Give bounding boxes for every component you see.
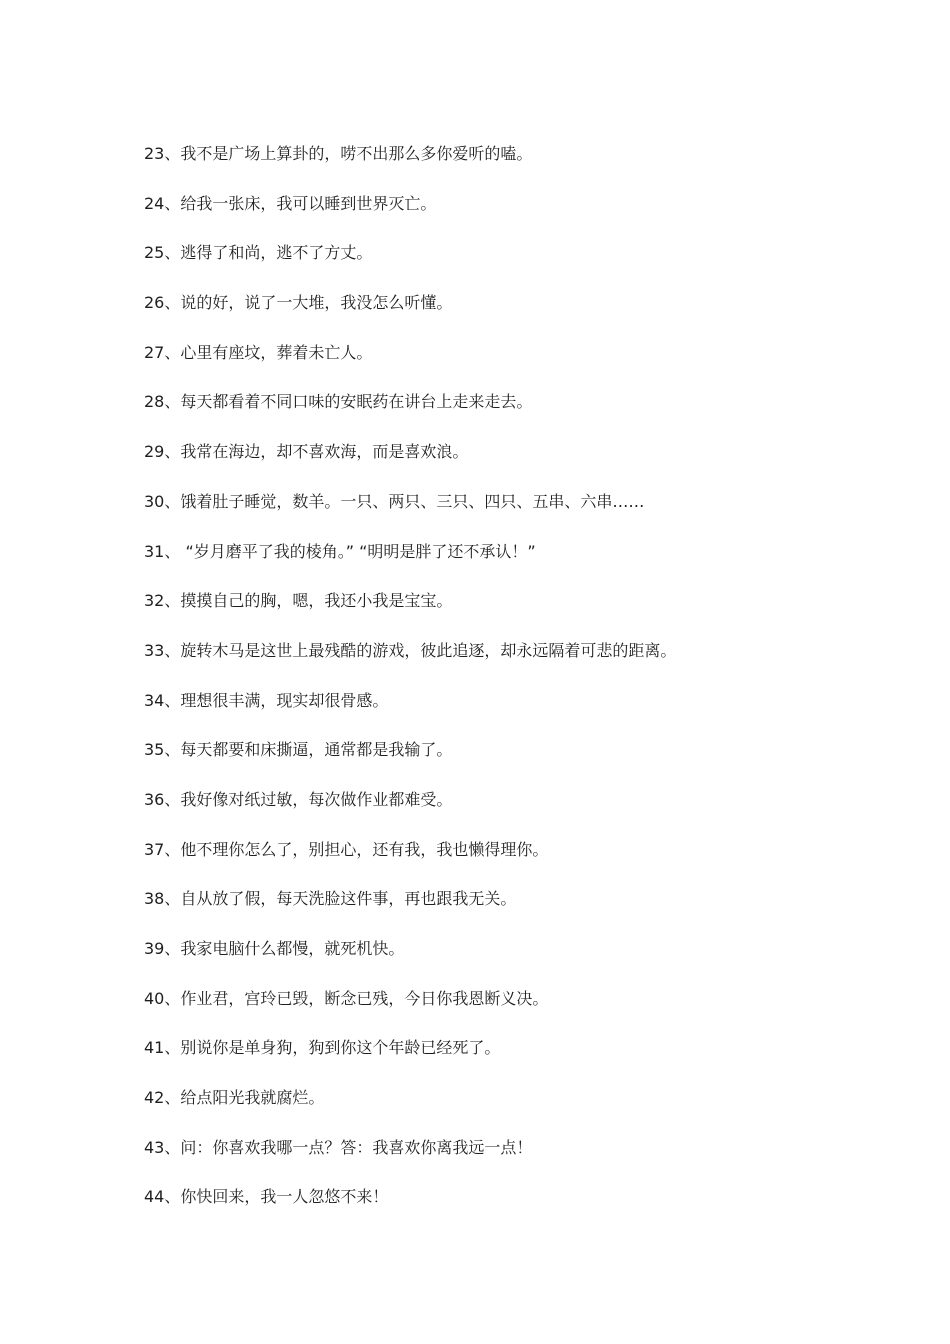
list-item: 35、每天都要和床撕逼，通常都是我输了。 xyxy=(144,740,453,760)
quote-list xyxy=(144,140,924,1233)
list-item: 40、作业君，宫玲已毁，断念已残，今日你我恩断义决。 xyxy=(144,988,549,1008)
list-item: 37、他不理你怎么了，别担心，还有我，我也懒得理你。 xyxy=(144,839,549,859)
list-item: 24、给我一张床，我可以睡到世界灭亡。 xyxy=(144,193,437,213)
list-item: 38、自从放了假，每天洗脸这件事，再也跟我无关。 xyxy=(144,889,517,909)
list-item: 26、说的好，说了一大堆，我没怎么听懂。 xyxy=(144,293,453,313)
list-item: 42、给点阳光我就腐烂。 xyxy=(144,1088,325,1108)
list-item: 41、别说你是单身狗，狗到你这个年龄已经死了。 xyxy=(144,1038,501,1058)
list-item: 27、心里有座坟，葬着未亡人。 xyxy=(144,342,373,362)
list-item: 23、我不是广场上算卦的，唠不出那么多你爱听的嗑。 xyxy=(144,144,533,163)
list-item: 43、问：你喜欢我哪一点？答：我喜欢你离我远一点！ xyxy=(144,1137,533,1157)
list-item: 32、摸摸自己的胸，嗯，我还小我是宝宝。 xyxy=(144,591,453,611)
list-item: 39、我家电脑什么都慢，就死机快。 xyxy=(144,939,405,958)
list-item: 36、我好像对纸过敏，每次做作业都难受。 xyxy=(144,789,453,809)
list-item: 29、我常在海边，却不喜欢海，而是喜欢浪。 xyxy=(144,442,469,462)
list-item: 25、逃得了和尚，逃不了方丈。 xyxy=(144,243,373,263)
list-item: 30、饿着肚子睡觉，数羊。一只、两只、三只、四只、五串、六串…… xyxy=(144,491,645,511)
list-item: 33、旋转木马是这世上最残酷的游戏，彼此追逐，却永远隔着可悲的距离。 xyxy=(144,640,677,660)
list-item: 34、理想很丰满，现实却很骨感。 xyxy=(144,690,389,710)
list-item: 44、你快回来，我一人忽悠不来！ xyxy=(144,1187,389,1207)
list-item: 28、每天都看着不同口味的安眠药在讲台上走来走去。 xyxy=(144,392,533,412)
list-item: 31、 “岁月磨平了我的棱角。” “明明是胖了还不承认！” xyxy=(144,541,536,561)
